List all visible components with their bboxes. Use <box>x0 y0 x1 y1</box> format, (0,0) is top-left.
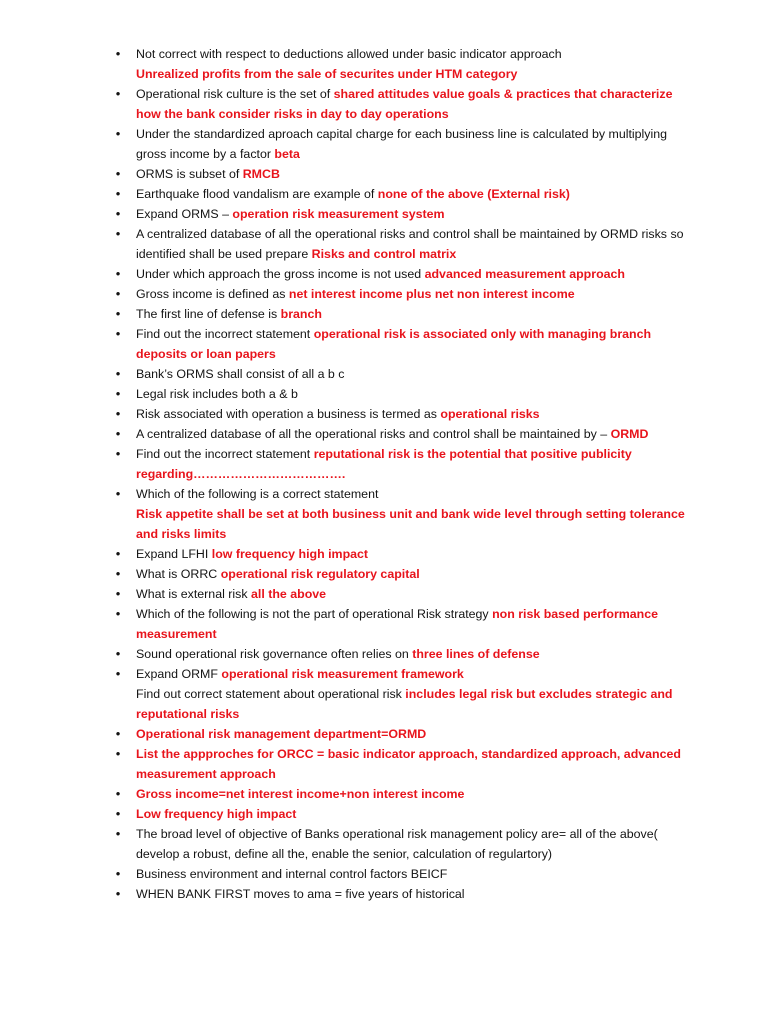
bullet-icon: • <box>115 406 121 421</box>
question-text: Gross income is defined as <box>136 287 289 301</box>
bullet-icon: • <box>115 266 121 281</box>
bullet-icon: • <box>115 86 121 101</box>
list-item <box>0 204 768 224</box>
bullet-icon: • <box>115 46 121 61</box>
bullet-icon: • <box>115 426 121 441</box>
answer-text: advanced measurement approach <box>424 267 625 281</box>
bullet-icon: • <box>115 746 121 761</box>
list-item <box>0 564 768 584</box>
list-item <box>0 444 768 484</box>
bullet-icon: • <box>115 386 121 401</box>
answer-text: operation risk measurement system <box>232 207 445 221</box>
bullet-icon: • <box>115 326 121 341</box>
answer-text: Operational risk management department=ORMD <box>136 727 427 741</box>
answer-text: none of the above (External risk) <box>377 187 570 201</box>
bullet-icon: • <box>115 166 121 181</box>
bullet-icon: • <box>115 226 121 241</box>
question-text: Find out the incorrect statement <box>136 447 314 461</box>
bullet-icon: • <box>115 786 121 801</box>
list-item <box>0 64 768 84</box>
list-item <box>0 804 768 824</box>
bullet-icon: • <box>115 586 121 601</box>
question-text: Risk associated with operation a business is termed as <box>136 407 441 421</box>
answer-text: operational risk regulatory capital <box>220 567 420 581</box>
bullet-icon: • <box>115 446 121 461</box>
question-text: Operational risk culture is the set of <box>136 87 334 101</box>
list-item <box>0 644 768 664</box>
question-text: Earthquake flood vandalism are example of <box>136 187 378 201</box>
question-text: Expand LFHI <box>136 547 212 561</box>
question-text: Expand ORMF <box>136 667 222 681</box>
list-item <box>0 604 768 644</box>
question-text: The first line of defense is <box>136 307 281 321</box>
answer-text: non risk based performance measurement <box>136 607 659 641</box>
bullet-icon: • <box>115 866 121 881</box>
list-item <box>0 864 768 884</box>
bullet-icon: • <box>115 126 121 141</box>
list-item <box>0 884 768 904</box>
list-item <box>0 364 768 384</box>
question-text: Legal risk includes both a & b <box>136 387 298 401</box>
list-item <box>0 324 768 364</box>
question-text: Under the standardized aproach capital charge for each business line is calculated by multiplying gross income by a factor <box>136 127 668 161</box>
answer-text: low frequency high impact <box>211 547 369 561</box>
bullet-icon: • <box>115 726 121 741</box>
list-item <box>0 744 768 784</box>
answer-text: Low frequency high impact <box>136 807 297 821</box>
list-item <box>0 824 768 864</box>
answer-text: reputational risk is the potential that positive publicity regarding………………………………. <box>136 447 632 481</box>
question-text: Find out the incorrect statement <box>136 327 314 341</box>
answer-text: Gross income=net interest income+non interest income <box>136 787 465 801</box>
question-text: Sound operational risk governance often relies on <box>136 647 413 661</box>
list-item <box>0 124 768 164</box>
bullet-icon: • <box>115 826 121 841</box>
question-text: ORMS is subset of <box>136 167 243 181</box>
bullet-icon: • <box>115 306 121 321</box>
question-text: Under which approach the gross income is not used <box>136 267 425 281</box>
list-item <box>0 664 768 684</box>
list-item <box>0 264 768 284</box>
bullet-icon: • <box>115 666 121 681</box>
question-text: Business environment and internal control factors BEICF <box>136 867 448 881</box>
answer-text: ORMD <box>610 427 649 441</box>
answer-text: RMCB <box>242 167 280 181</box>
question-text: What is ORRC <box>136 567 221 581</box>
question-text: Bank’s ORMS shall consist of all a b c <box>136 367 345 381</box>
answer-text: Risks and control matrix <box>311 247 457 261</box>
list-item <box>0 584 768 604</box>
answer-text: includes legal risk but excludes strategic and reputational risks <box>136 687 673 721</box>
list-item <box>0 184 768 204</box>
bullet-icon: • <box>115 186 121 201</box>
question-text: Find out correct statement about operational risk <box>136 687 406 701</box>
list-item <box>0 164 768 184</box>
bullet-icon: • <box>115 286 121 301</box>
list-item <box>0 304 768 324</box>
list-item <box>0 724 768 744</box>
bullet-icon: • <box>115 366 121 381</box>
list-item <box>0 784 768 804</box>
list-item <box>0 384 768 404</box>
list-item <box>0 224 768 264</box>
list-item <box>0 44 768 64</box>
answer-text: Risk appetite shall be set at both business unit and bank wide level through setting tolerance and risks limits <box>136 507 685 541</box>
list-item <box>0 504 768 544</box>
bullet-icon: • <box>115 806 121 821</box>
answer-text: operational risk measurement framework <box>221 667 464 681</box>
answer-text: operational risks <box>440 407 540 421</box>
bullet-icon: • <box>115 206 121 221</box>
question-text: A centralized database of all the operational risks and control shall be maintained by – <box>136 427 611 441</box>
bullet-icon: • <box>115 566 121 581</box>
question-text: A centralized database of all the operational risks and control shall be maintained by ORMD risks so identified shall be used prepare <box>136 227 684 261</box>
question-text: The broad level of objective of Banks operational risk management policy are= all of the above( develop a robust, define all the, enable the senior, calculation of regulartory) <box>136 827 658 861</box>
question-text: Which of the following is not the part of operational Risk strategy <box>136 607 493 621</box>
answer-text: operational risk is associated only with managing branch deposits or loan papers <box>136 327 652 361</box>
list-item <box>0 404 768 424</box>
question-text: Which of the following is a correct statement <box>136 487 379 501</box>
list-item <box>0 484 768 504</box>
question-text: WHEN BANK FIRST moves to ama = five years of historical <box>136 887 465 901</box>
answer-text: List the appproches for ORCC = basic indicator approach, standardized approach, advanced measurement approach <box>136 747 681 781</box>
bullet-icon: • <box>115 886 121 901</box>
answer-text: Unrealized profits from the sale of securites under HTM category <box>136 67 518 81</box>
bullet-icon: • <box>115 646 121 661</box>
answer-text: shared attitudes value goals & practices that characterize how the bank consider risks in day to day operations <box>136 87 673 121</box>
question-text: What is external risk <box>136 587 251 601</box>
answer-text: all the above <box>251 587 327 601</box>
bullet-icon: • <box>115 486 121 501</box>
list-item <box>0 684 768 724</box>
list-item <box>0 284 768 304</box>
question-text: Not correct with respect to deductions allowed under basic indicator approach <box>136 47 562 61</box>
question-answer-list <box>0 44 768 904</box>
bullet-icon: • <box>115 546 121 561</box>
answer-text: three lines of defense <box>412 647 540 661</box>
question-text: Expand ORMS – <box>136 207 233 221</box>
list-item <box>0 544 768 564</box>
bullet-icon: • <box>115 606 121 621</box>
list-item <box>0 424 768 444</box>
answer-text: branch <box>280 307 322 321</box>
list-item <box>0 84 768 124</box>
answer-text: beta <box>274 147 300 161</box>
answer-text: net interest income plus net non interest income <box>288 287 575 301</box>
